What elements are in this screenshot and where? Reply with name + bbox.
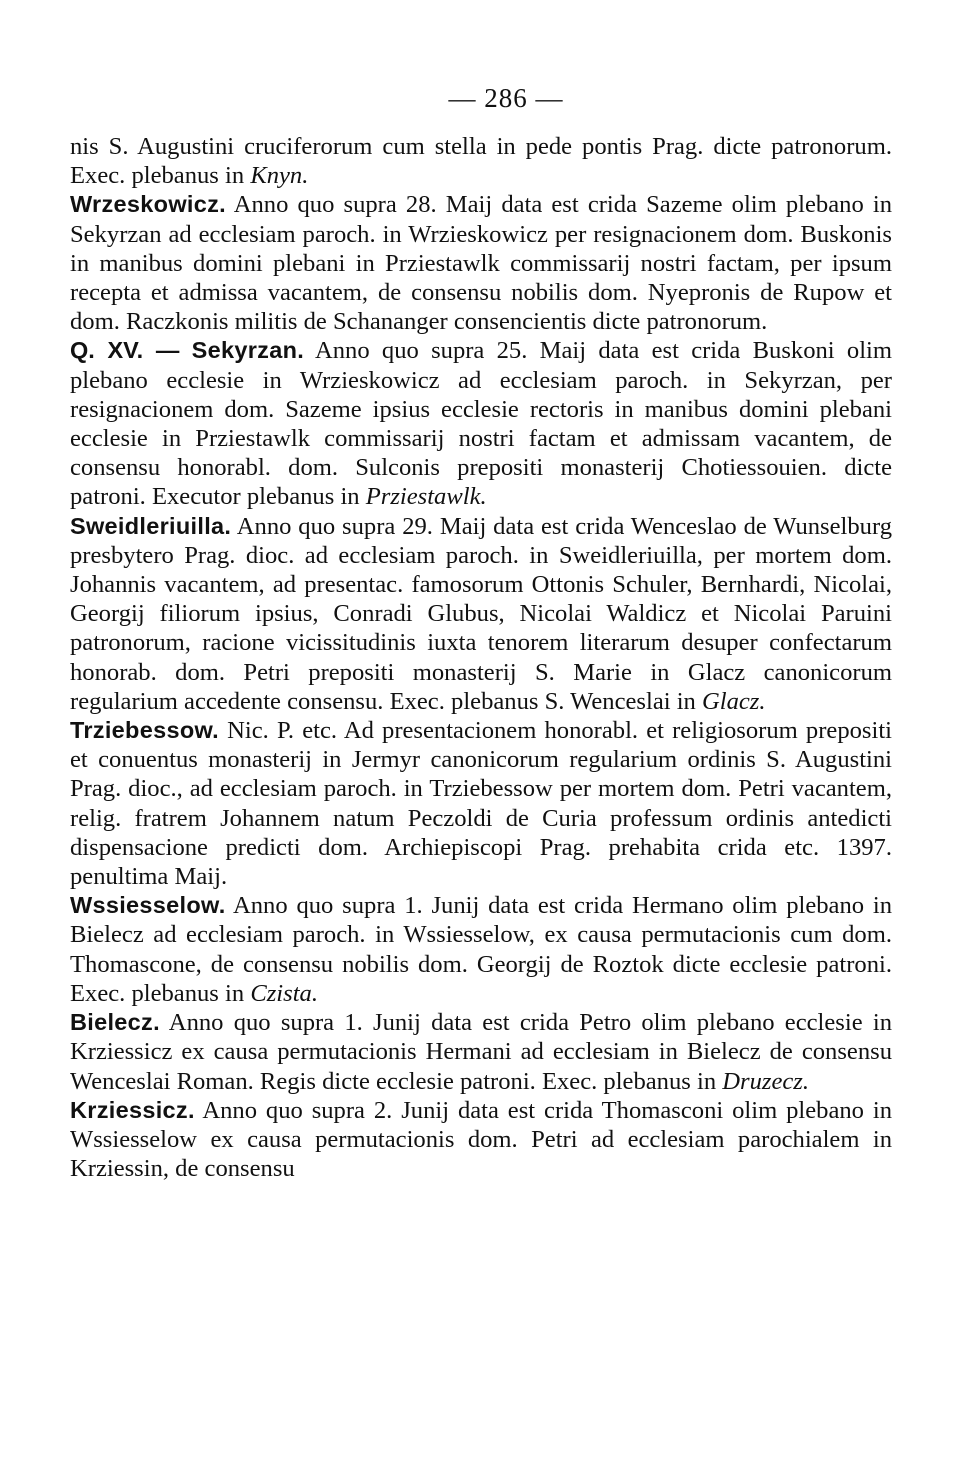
entry-text: nis S. Augustini cruciferorum cum stella in pede pontis Prag. dicte patronorum. Exec. plebanus in (70, 133, 892, 190)
entry-paragraph (70, 132, 892, 190)
executor-place: Knyn. (250, 162, 309, 190)
executor-place: Druzecz. (722, 1067, 810, 1095)
entry-text: Anno quo supra 1. Junij data est crida Hermano olim plebano in Bielecz ad ecclesiam paroch. in Wssiesselow, ex causa permutacionis cum dom. Thomascone, de consensu nobilis dom. Georgij de Roztok dicte ecclesie patroni. Exec. plebanus in (70, 892, 892, 1007)
entry-heading: Wrzeskowicz. (70, 191, 226, 218)
quire-marker: Q. XV. — (70, 337, 180, 364)
entry-text: Anno quo supra 2. Junij data est crida Thomasconi olim plebano in Wssiesselow ex causa permutacionis dom. Petri ad ecclesiam parochialem in Krziessin, de consensu (70, 1096, 892, 1183)
entry-heading: Sekyrzan. (191, 337, 305, 364)
entry-heading: Bielecz. (70, 1009, 160, 1036)
entry-heading: Trziebessow. (70, 717, 220, 744)
entry-text: Anno quo supra 25. Maij data est crida Buskoni olim plebano ecclesie in Wrzieskowicz ad ecclesiam paroch. in Sekyrzan, per resignacionem dom. Sazeme ipsius ecclesie rectoris in manibus domini plebani ecclesie in Prziestawlk commissarij nostri factam et admissam vacantem, de consensu honorabl. dom. Sulconis prepositi monasterij Chotiessouien. dicte patroni. Executor plebanus in (70, 337, 892, 511)
entry-paragraph (70, 716, 892, 891)
entry-paragraph (70, 891, 892, 1008)
page-number: — 286 — (448, 83, 564, 113)
document-page (70, 78, 892, 1183)
entry-heading: Wssiesselow. (70, 892, 226, 919)
entry-paragraph (70, 190, 892, 336)
entry-paragraph (70, 336, 892, 511)
executor-place: Czista. (250, 979, 318, 1007)
entry-text: Anno quo supra 29. Maij data est crida Wenceslao de Wunselburg presbytero Prag. dioc. ad ecclesiam paroch. in Sweidleriuilla, per mortem dom. Johannis vacantem, ad presentac. famosorum Ottonis Schuler, Bernhardi, Nicolai, Georgij filiorum ipsius, Conradi Glubus, Nicolai Waldicz et Nicolai Paruini patronorum, racione vicissitudinis iuxta tenorem literarum desuper confectarum honorab. dom. Petri prepositi monasterij S. Marie in Glacz canonicorum regularium accedente consensu. Exec. plebanus S. Wenceslai in (70, 512, 892, 715)
entry-paragraph (70, 512, 892, 716)
document-body (70, 132, 892, 1183)
entry-text: Anno quo supra 28. Maij data est crida Sazeme olim plebano in Sekyrzan ad ecclesiam paroch. in Wrzieskowicz per resignacionem dom. Buskonis in manibus domini plebani in Prziestawlk commissarij nostri factam, per ipsum recepta et admissa vacantem, de consensu nobilis dom. Nyepronis de Rupow et dom. Raczkonis militis de Schananger consencientis dicte patronorum. (70, 191, 892, 336)
entry-text: Nic. P. etc. Ad presentacionem honorabl. et religiosorum prepositi et conuentus monasterij in Jermyr canonicorum regularium ordinis S. Augustini Prag. dioc., ad ecclesiam paroch. in Trziebessow per mortem dom. Petri vacantem, relig. fratrem Johannem natum Peczoldi de Curia professum ordinis antedicti dispensacione predicti dom. Archiepiscopi Prag. prehabita crida etc. 1397. penultima Maij. (70, 717, 892, 891)
entry-text: Anno quo supra 1. Junij data est crida Petro olim plebano ecclesie in Krziessicz ex causa permutacionis Hermani ad ecclesiam in Bielecz de consensu Wenceslai Roman. Regis dicte ecclesie patroni. Exec. plebanus in (70, 1009, 892, 1095)
entry-heading: Krziessicz. (70, 1096, 195, 1123)
executor-place: Prziestawlk. (365, 483, 487, 511)
entry-paragraph (70, 1096, 892, 1184)
entry-paragraph (70, 1008, 892, 1096)
entry-heading: Sweidleriuilla. (70, 512, 232, 539)
executor-place: Glacz. (702, 687, 766, 715)
